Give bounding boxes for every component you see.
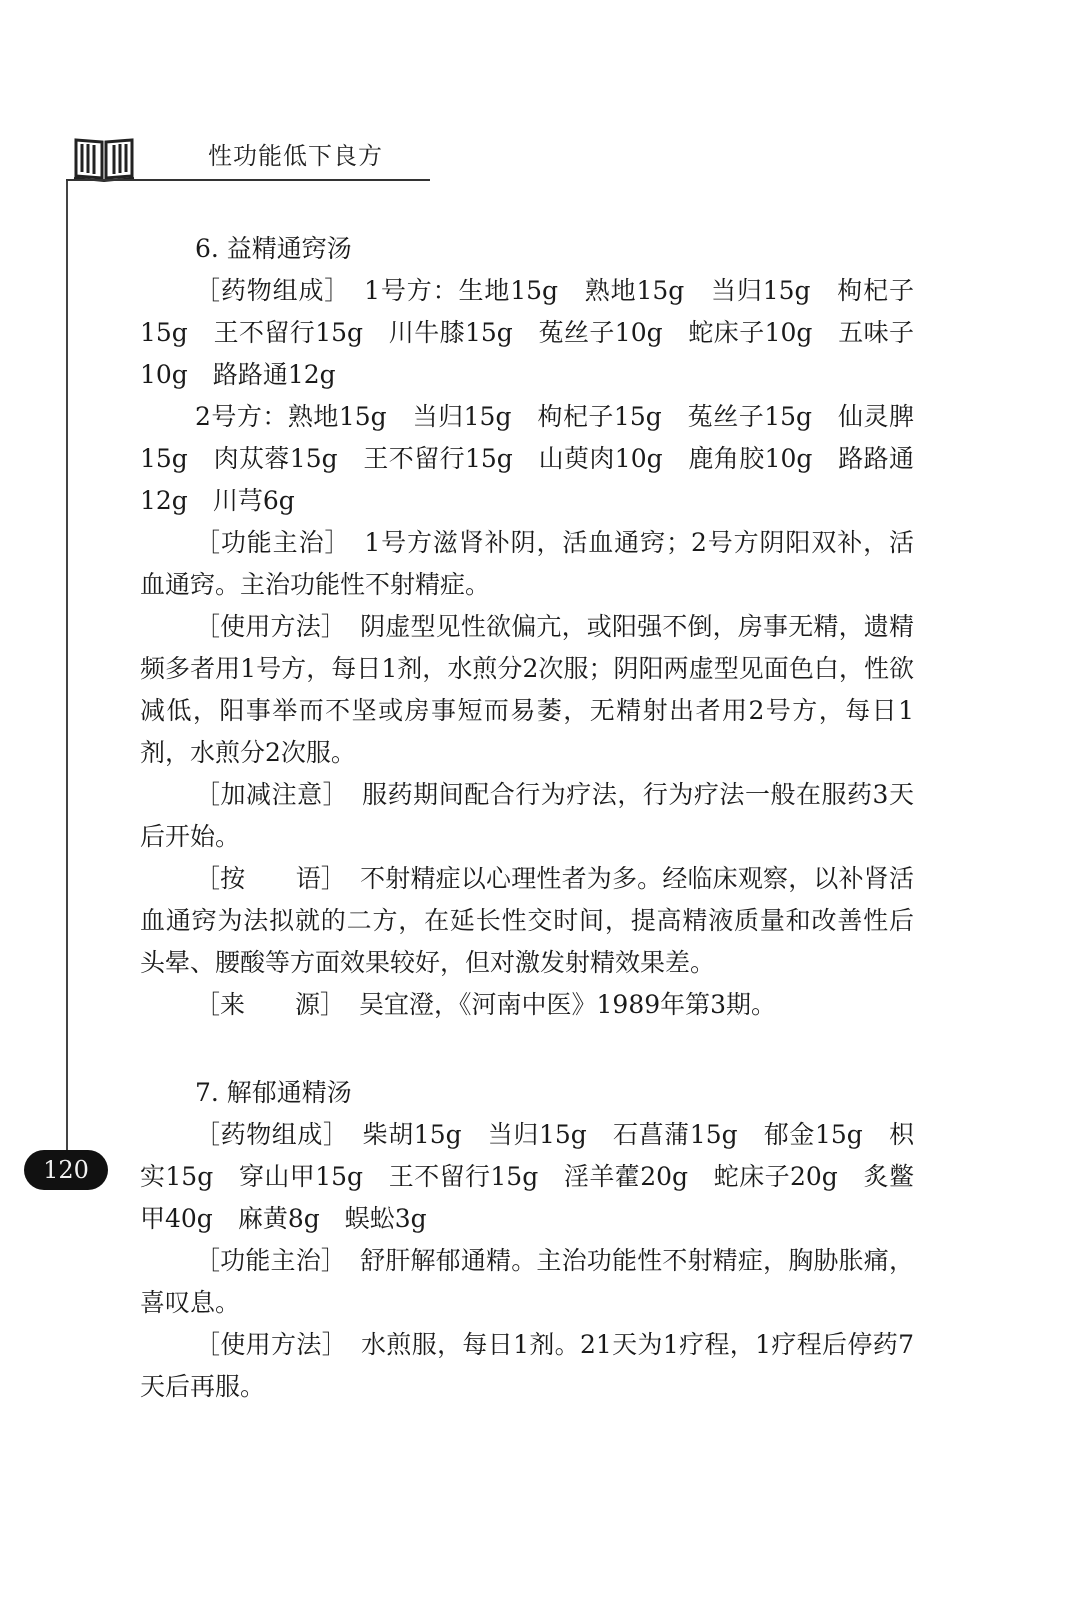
running-title: 性功能低下良方: [208, 142, 383, 170]
section-label: ［功能主治］: [195, 1246, 347, 1275]
recipe-6: [140, 228, 914, 1026]
section-label: ［使用方法］: [195, 1330, 348, 1359]
section-label: ［使用方法］: [195, 612, 347, 641]
recipe-title: 7. 解郁通精汤: [195, 1078, 352, 1107]
notes-paragraph: [140, 774, 914, 858]
usage-paragraph: [140, 1324, 914, 1408]
composition-paragraph-2: [140, 396, 914, 522]
notes-text: 服药期间配合行为疗法，行为疗法一般在服药3天后开始。: [140, 780, 914, 851]
function-text: 1号方滋肾补阴，活血通窍；2号方阴阳双补，活血通窍。主治功能性不射精症。: [140, 528, 914, 599]
section-label: ［药物组成］: [195, 1120, 349, 1149]
section-label: ［加减注意］: [195, 780, 349, 809]
composition-paragraph: [140, 270, 914, 396]
source-text: 吴宜澄，《河南中医》1989年第3期。: [359, 990, 777, 1019]
usage-paragraph: [140, 606, 914, 774]
main-content: [140, 228, 914, 1408]
composition-text: 柴胡15g 当归15g 石菖蒲15g 郁金15g 枳实15g 穿山甲15g 王不留行15g 淫羊藿20g 蛇床子20g 炙鳖甲40g 麻黄8g 蜈蚣3g: [140, 1120, 914, 1233]
section-label: ［功能主治］: [195, 528, 351, 557]
margin-divider: [66, 181, 68, 1181]
source-paragraph: [140, 984, 914, 1026]
recipe-7: [140, 1072, 914, 1408]
composition-paragraph: [140, 1114, 914, 1240]
header-divider: [66, 179, 430, 181]
section-label: ［药物组成］: [195, 276, 351, 305]
section-label: ［按 语］: [195, 864, 347, 893]
section-label: ［来 源］: [195, 990, 346, 1019]
usage-text: 水煎服，每日1剂。21天为1疗程，1疗程后停药7天后再服。: [140, 1330, 914, 1401]
function-paragraph: [140, 522, 914, 606]
composition-text: 1号方：生地15g 熟地15g 当归15g 枸杞子15g 王不留行15g 川牛膝15g 菟丝子10g 蛇床子10g 五味子10g 路路通12g: [140, 276, 914, 389]
page-number: 120: [24, 1150, 108, 1190]
open-book-icon: [72, 132, 136, 182]
composition-text: 2号方：熟地15g 当归15g 枸杞子15g 菟丝子15g 仙灵脾15g 肉苁蓉15g 王不留行15g 山萸肉10g 鹿角胶10g 路路通12g 川芎6g: [140, 402, 914, 515]
function-paragraph: [140, 1240, 914, 1324]
recipe-title: 6. 益精通窍汤: [195, 234, 352, 263]
comment-text: 不射精症以心理性者为多。经临床观察，以补肾活血通窍为法拟就的二方，在延长性交时间，提高精液质量和改善性后头晕、腰酸等方面效果较好，但对激发射精效果差。: [140, 864, 914, 977]
usage-text: 阴虚型见性欲偏亢，或阳强不倒，房事无精，遗精频多者用1号方，每日1剂，水煎分2次服；阴阳两虚型见面色白，性欲减低，阳事举而不坚或房事短而易萎，无精射出者用2号方，每日1剂，水煎分2次服。: [140, 612, 914, 767]
function-text: 舒肝解郁通精。主治功能性不射精症，胸胁胀痛，喜叹息。: [140, 1246, 914, 1317]
comment-paragraph: [140, 858, 914, 984]
